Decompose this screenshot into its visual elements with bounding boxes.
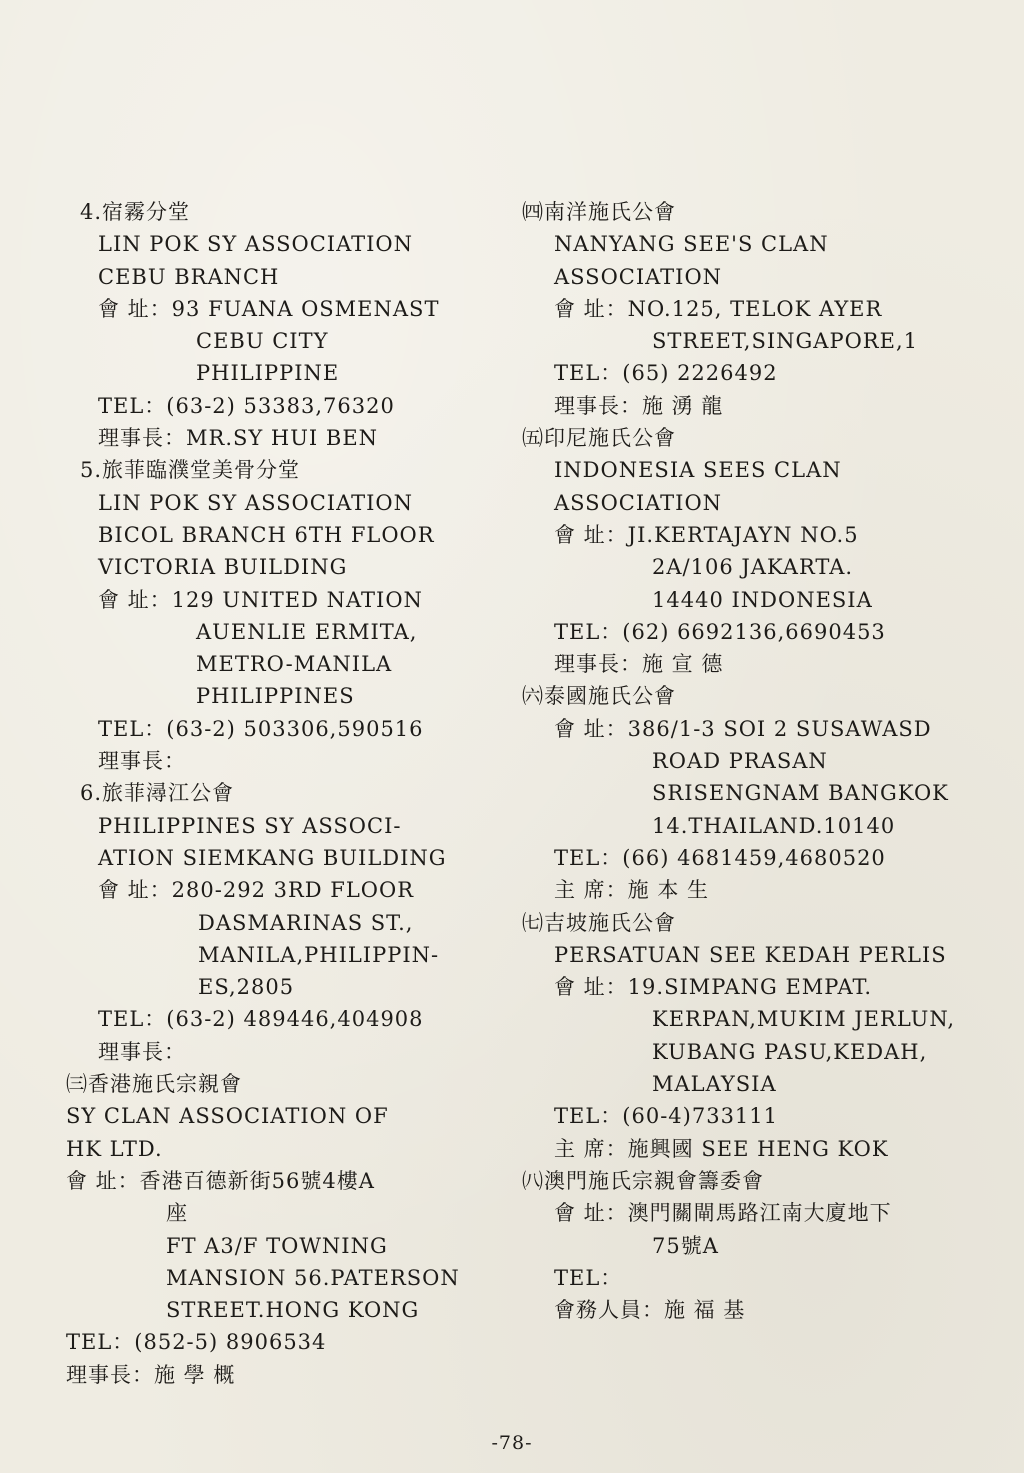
left-column-line: FT A3/F TOWNING: [166, 1233, 388, 1258]
right-column-line: 會 址：JI.KERTAJAYN NO.5: [554, 522, 859, 547]
right-column-line: NANYANG SEE'S CLAN: [554, 232, 829, 257]
right-column-line: TEL：: [554, 1265, 623, 1290]
right-column: [522, 196, 982, 1326]
right-column-line: 會 址：19.SIMPANG EMPAT.: [554, 975, 873, 1000]
right-column-line: 14.THAILAND.10140: [652, 813, 896, 838]
left-column-line: ES,2805: [198, 975, 295, 1000]
right-column-line: TEL：(65) 2226492: [554, 361, 778, 386]
left-column-line: PHILIPPINES SY ASSOCI-: [98, 813, 402, 838]
left-column-line: SY CLAN ASSOCIATION OF: [66, 1104, 389, 1129]
right-column-line: PERSATUAN SEE KEDAH PERLIS: [554, 942, 947, 967]
left-column-line: 會 址：280-292 3RD FLOOR: [98, 878, 415, 903]
right-column-line: MALAYSIA: [652, 1072, 777, 1097]
right-column-line: ㈥泰國施氏公會: [522, 684, 676, 709]
left-column-line: LIN POK SY ASSOCIATION: [98, 232, 413, 257]
left-column-line: ㈢香港施氏宗親會: [66, 1072, 242, 1097]
right-column-line: TEL：(62) 6692136,6690453: [554, 619, 886, 644]
left-column-line: TEL：(63-2) 53383,76320: [98, 393, 395, 418]
left-column-line: 理事長：施 學 概: [66, 1362, 236, 1387]
right-column-line: 理事長：施 宣 德: [554, 652, 724, 677]
left-column-line: 6.旅菲潯江公會: [80, 781, 235, 806]
left-column-line: 會 址：93 FUANA OSMENAST: [98, 296, 440, 321]
left-column: [66, 196, 496, 1391]
right-column-line: SRISENGNAM BANGKOK: [652, 781, 949, 806]
left-column-line: 理事長：MR.SY HUI BEN: [98, 426, 379, 451]
right-column-line: 會 址：386/1-3 SOI 2 SUSAWASD: [554, 716, 932, 741]
left-column-line: 4.宿霧分堂: [80, 200, 191, 224]
right-column-line: 75號A: [652, 1233, 719, 1258]
right-column-line: INDONESIA SEES CLAN: [554, 458, 842, 483]
left-column-line: METRO-MANILA: [196, 652, 393, 677]
right-column-line: TEL：(66) 4681459,4680520: [554, 845, 886, 870]
right-column-line: 會 址：澳門關閘馬路江南大廈地下: [554, 1201, 892, 1226]
right-column-line: KERPAN,MUKIM JERLUN,: [652, 1007, 956, 1032]
right-column-line: ㈦吉坡施氏公會: [522, 910, 676, 935]
left-column-line: TEL：(852-5) 8906534: [66, 1330, 327, 1355]
left-column-line: MANILA,PHILIPPIN-: [198, 942, 440, 967]
left-column-line: BICOL BRANCH 6TH FLOOR: [98, 522, 435, 547]
left-column-line: AUENLIE ERMITA,: [196, 619, 418, 644]
right-column-line: 2A/106 JAKARTA.: [652, 555, 854, 580]
right-column-line: KUBANG PASU,KEDAH,: [652, 1039, 928, 1064]
right-column-line: 理事長：施 湧 龍: [554, 393, 724, 418]
left-column-line: PHILIPPINE: [196, 361, 340, 386]
left-column-line: DASMARINAS ST.,: [198, 910, 414, 935]
right-column-line: ASSOCIATION: [554, 490, 723, 515]
left-column-line: LIN POK SY ASSOCIATION: [98, 490, 413, 515]
left-column-line: CEBU CITY: [196, 329, 329, 354]
right-column-line: 14440 INDONESIA: [652, 587, 873, 612]
left-column-line: 座: [166, 1201, 188, 1226]
right-column-line: 主 席：施 本 生: [554, 878, 710, 903]
left-column-line: 會 址：129 UNITED NATION: [98, 587, 423, 612]
left-column-line: MANSION 56.PATERSON: [166, 1265, 460, 1290]
left-column-line: 理事長：: [98, 749, 186, 774]
right-column-line: ROAD PRASAN: [652, 749, 828, 774]
right-column-line: 會務人員：施 福 基: [554, 1298, 746, 1323]
left-column-line: 理事長：: [98, 1039, 186, 1064]
right-column-line: ASSOCIATION: [554, 264, 723, 289]
left-column-line: TEL：(63-2) 503306,590516: [98, 716, 424, 741]
page-number: -78-: [491, 1432, 533, 1454]
left-column-line: STREET.HONG KONG: [166, 1298, 420, 1323]
left-column-line: CEBU BRANCH: [98, 264, 280, 289]
left-column-line: HK LTD.: [66, 1136, 163, 1161]
left-column-line: 5.旅菲臨濮堂美骨分堂: [80, 458, 301, 483]
left-column-line: PHILIPPINES: [196, 684, 355, 709]
left-column-line: ATION SIEMKANG BUILDING: [98, 845, 447, 870]
left-column-line: TEL：(63-2) 489446,404908: [98, 1007, 424, 1032]
right-column-line: 主 席：施興國 SEE HENG KOK: [554, 1136, 889, 1161]
right-column-line: ㈣南洋施氏公會: [522, 200, 676, 224]
right-column-line: ㈤印尼施氏公會: [522, 426, 676, 451]
left-column-line: VICTORIA BUILDING: [98, 555, 348, 580]
left-column-line: 會 址：香港百德新街56號4樓A: [66, 1168, 375, 1193]
right-column-line: TEL：(60-4)733111: [554, 1104, 779, 1129]
right-column-line: 會 址：NO.125, TELOK AYER: [554, 296, 883, 321]
right-column-line: ㈧澳門施氏宗親會籌委會: [522, 1168, 764, 1193]
right-column-line: STREET,SINGAPORE,1: [652, 329, 918, 354]
